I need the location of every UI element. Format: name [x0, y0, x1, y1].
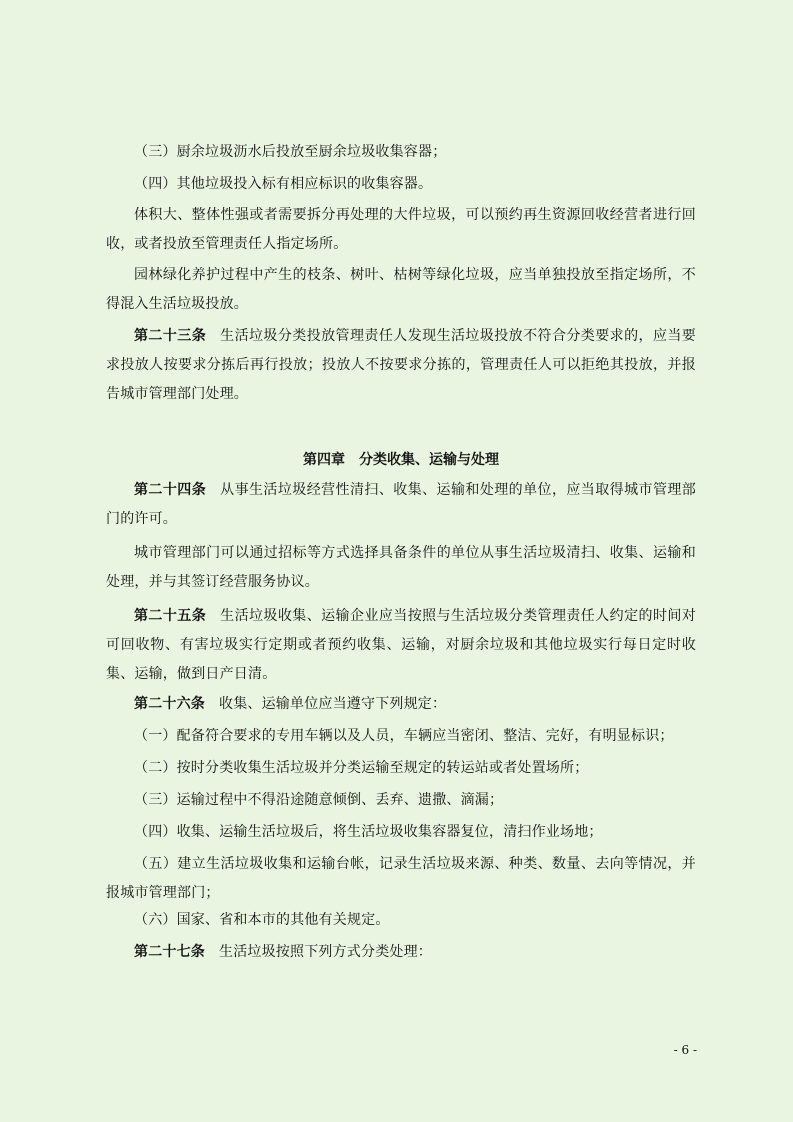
chapter-heading: [106, 446, 696, 475]
article-24: [106, 476, 696, 534]
article-text: 生活垃圾按照下列方式分类处理：: [219, 944, 432, 960]
list-item-5: [106, 850, 696, 908]
paragraph-text: 园林绿化养护过程中产生的枝条、树叶、枯树等绿化垃圾，应当单独投放至指定场所，不得混入生活垃圾投放。: [106, 267, 696, 312]
article-23: [106, 322, 696, 409]
article-text: 生活垃圾分类投放管理责任人发现生活垃圾投放不符合分类要求的，应当要求投放人按要求分拣后再行投放；投放人不按要求分拣的，管理责任人可以拒绝其投放，并报告城市管理部门处理。: [106, 328, 696, 402]
paragraph-bulky-waste: [106, 201, 696, 259]
paragraph-tender: [106, 539, 696, 597]
article-text: 从事生活垃圾经营性清扫、收集、运输和处理的单位，应当取得城市管理部门的许可。: [106, 482, 696, 527]
paragraph-green-waste: [106, 261, 696, 319]
list-item-6: [106, 906, 696, 935]
article-label: 第二十四条: [134, 482, 207, 498]
list-item-1: [106, 722, 696, 751]
article-text: 收集、运输单位应当遵守下列规定：: [219, 696, 447, 712]
chapter-number: 第四章: [303, 452, 345, 468]
list-item-text: （一）配备符合要求的专用车辆以及人员，车辆应当密闭、整洁、完好，有明显标识；: [134, 728, 674, 744]
list-item-text: （五）建立生活垃圾收集和运输台帐，记录生活垃圾来源、种类、数量、去向等情况，并报城市管理部门；: [106, 856, 696, 901]
article-label: 第二十三条: [134, 328, 207, 344]
article-27: [106, 938, 696, 967]
list-item-3: [106, 786, 696, 815]
paragraph-text: 体积大、整体性强或者需要拆分再处理的大件垃圾，可以预约再生资源回收经营者进行回收，或者投放至管理责任人指定场所。: [106, 207, 696, 252]
paragraph-item-3: [106, 138, 696, 167]
list-item-4: [106, 818, 696, 847]
list-item-text: （二）按时分类收集生活垃圾并分类运输至规定的转运站或者处置场所；: [134, 760, 589, 776]
paragraph-text: （三）厨余垃圾沥水后投放至厨余垃圾收集容器；: [134, 144, 447, 160]
paragraph-text: 城市管理部门可以通过招标等方式选择具备条件的单位从事生活垃圾清扫、收集、运输和处理，并与其签订经营服务协议。: [106, 545, 696, 590]
list-item-text: （三）运输过程中不得沿途随意倾倒、丢弃、遗撒、滴漏；: [134, 792, 504, 808]
paragraph-text: （四）其他垃圾投入标有相应标识的收集容器。: [134, 176, 433, 192]
list-item-text: （六）国家、省和本市的其他有关规定。: [134, 912, 390, 928]
list-item-2: [106, 754, 696, 783]
chapter-title: 分类收集、运输与处理: [359, 452, 499, 468]
article-label: 第二十五条: [134, 608, 207, 624]
page-number: - 6 -: [673, 1043, 697, 1057]
article-label: 第二十七条: [134, 944, 205, 960]
article-25: [106, 602, 696, 689]
article-label: 第二十六条: [134, 696, 205, 712]
article-text: 生活垃圾收集、运输企业应当按照与生活垃圾分类管理责任人约定的时间对可回收物、有害垃圾实行定期或者预约收集、运输，对厨余垃圾和其他垃圾实行每日定时收集、运输，做到日产日清。: [106, 608, 696, 682]
article-26: [106, 690, 696, 719]
list-item-text: （四）收集、运输生活垃圾后，将生活垃圾收集容器复位，清扫作业场地；: [134, 824, 603, 840]
paragraph-item-4: [106, 170, 696, 199]
